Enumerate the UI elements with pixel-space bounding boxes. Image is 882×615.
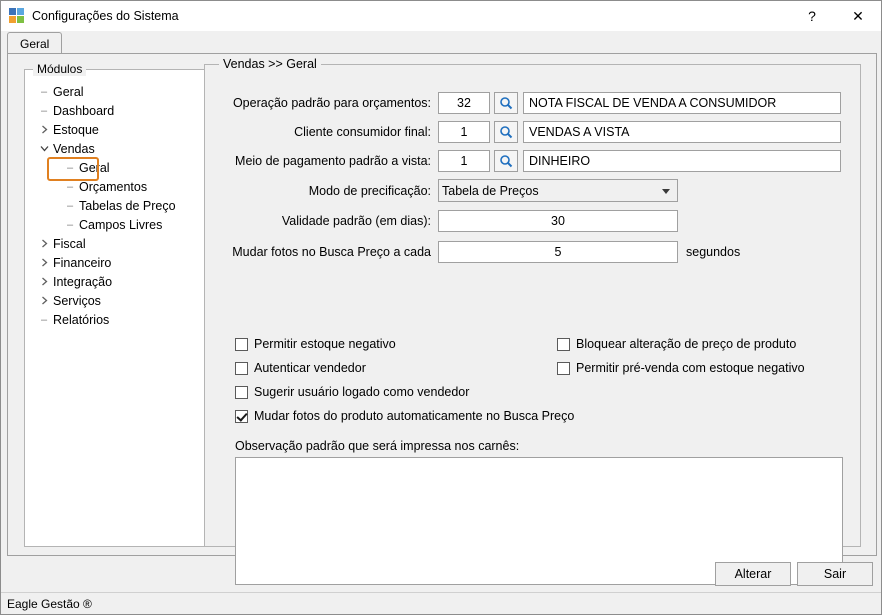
tree-dash-icon: – (40, 104, 48, 117)
window-controls (789, 1, 881, 31)
magnifier-icon[interactable] (494, 121, 518, 143)
checkbox-bloquear-alteracao-preco[interactable] (557, 337, 796, 351)
chevron-right-icon[interactable] (37, 272, 51, 291)
cliente-label: Cliente consumidor final: (294, 125, 431, 139)
operacao-code-input[interactable] (438, 92, 490, 114)
title-bar (1, 1, 881, 31)
tree-item-label: Vendas (53, 141, 95, 156)
tree-item-geral[interactable] (25, 82, 213, 101)
help-button[interactable]: ? (789, 1, 835, 31)
chevron-right-icon[interactable] (37, 253, 51, 272)
tree-item-label: Geral (79, 160, 110, 175)
status-text: Eagle Gestão ® (7, 596, 92, 611)
breadcrumb: Vendas >> Geral (219, 57, 321, 71)
tree-item-label: Tabelas de Preço (79, 198, 176, 213)
tree-item-servicos[interactable] (25, 291, 213, 310)
tree-item-label: Geral (53, 84, 84, 99)
fotos-unit-label: segundos (686, 245, 741, 259)
precificacao-label: Modo de precificação: (308, 183, 431, 198)
tree-item-label: Serviços (53, 293, 101, 308)
operacao-description-input[interactable] (523, 92, 841, 114)
field-mudar-fotos-intervalo (205, 241, 845, 263)
tree-item-vendas-geral[interactable] (25, 158, 213, 177)
validade-input[interactable] (438, 210, 678, 232)
field-meio-pagamento (205, 150, 845, 172)
checkbox-box[interactable] (557, 362, 570, 375)
tree-dash-icon: – (66, 218, 74, 231)
field-modo-precificacao (205, 179, 845, 202)
checkbox-label: Permitir pré-venda com estoque negativo (576, 361, 805, 375)
tree-item-campos-livres[interactable] (25, 215, 213, 234)
fotos-label: Mudar fotos no Busca Preço a cada (232, 245, 431, 259)
pagamento-code-input[interactable] (438, 150, 490, 172)
checkbox-permitir-estoque-negativo[interactable] (235, 337, 396, 351)
status-bar (1, 592, 881, 614)
tree-item-orcamentos[interactable] (25, 177, 213, 196)
tree-item-fiscal[interactable] (25, 234, 213, 253)
magnifier-icon[interactable] (494, 150, 518, 172)
checkbox-label: Bloquear alteração de preço de produto (576, 337, 797, 351)
checkbox-box[interactable] (235, 362, 248, 375)
tree-dash-icon: – (40, 313, 48, 326)
tree-item-label: Campos Livres (79, 217, 163, 232)
checkbox-box[interactable] (235, 410, 248, 423)
tree-item-label: Financeiro (53, 255, 112, 270)
chevron-right-icon[interactable] (37, 291, 51, 310)
fotos-intervalo-input[interactable] (438, 241, 678, 263)
modules-group (24, 62, 214, 547)
window-title: Configurações do Sistema (32, 9, 179, 23)
chevron-down-icon[interactable] (37, 139, 51, 158)
tree-item-dashboard[interactable] (25, 101, 213, 120)
checkbox-box[interactable] (235, 386, 248, 399)
checkbox-label: Sugerir usuário logado como vendedor (254, 385, 470, 399)
tree-dash-icon: – (66, 161, 74, 174)
pagamento-description-input[interactable] (523, 150, 841, 172)
tree-item-tabelas-de-preco[interactable] (25, 196, 213, 215)
tab-panel (7, 53, 877, 556)
tree-dash-icon: – (40, 85, 48, 98)
tree-dash-icon: – (66, 180, 74, 193)
chevron-right-icon[interactable] (37, 120, 51, 139)
cliente-code-input[interactable] (438, 121, 490, 143)
field-operacao-padrao (205, 92, 845, 114)
chevron-right-icon[interactable] (37, 234, 51, 253)
tree-item-financeiro[interactable] (25, 253, 213, 272)
tab-geral[interactable]: Geral (7, 32, 62, 54)
tree-item-integracao[interactable] (25, 272, 213, 291)
checkbox-permitir-prevenda-estoque-negativo[interactable] (557, 361, 805, 375)
checkbox-label: Mudar fotos do produto automaticamente no Busca Preço (254, 409, 575, 423)
checkbox-label: Permitir estoque negativo (254, 337, 396, 351)
validade-label: Validade padrão (em dias): (281, 214, 431, 228)
tree-item-label: Relatórios (53, 312, 110, 327)
checkbox-label: Autenticar vendedor (254, 361, 366, 375)
field-validade-padrao (205, 210, 845, 232)
close-button[interactable]: ✕ (835, 1, 881, 31)
sair-button[interactable]: Sair (797, 562, 873, 586)
tree-dash-icon: – (66, 199, 74, 212)
checkbox-mudar-fotos-automaticamente[interactable] (235, 409, 574, 423)
tab-strip (7, 32, 877, 54)
precificacao-select[interactable] (438, 179, 678, 202)
checkbox-autenticar-vendedor[interactable] (235, 361, 366, 375)
content-group (204, 57, 861, 547)
tree-item-relatorios[interactable] (25, 310, 213, 329)
modules-tree[interactable] (25, 82, 213, 329)
tree-item-vendas[interactable] (25, 139, 213, 158)
modules-legend: Módulos (33, 62, 86, 76)
observacao-label: Observação padrão que será impressa nos carnês: (235, 439, 520, 453)
checkbox-box[interactable] (235, 338, 248, 351)
magnifier-icon[interactable] (494, 92, 518, 114)
tree-item-label: Integração (53, 274, 113, 289)
checkbox-box[interactable] (557, 338, 570, 351)
tree-item-label: Dashboard (53, 103, 115, 118)
tree-item-label: Orçamentos (79, 179, 148, 194)
operacao-label: Operação padrão para orçamentos: (232, 96, 431, 110)
pagamento-label: Meio de pagamento padrão a vista: (235, 154, 431, 168)
checkbox-sugerir-usuario-logado[interactable] (235, 385, 469, 399)
tree-item-label: Estoque (53, 122, 99, 137)
app-icon (9, 8, 25, 24)
tree-item-estoque[interactable] (25, 120, 213, 139)
tree-item-label: Fiscal (53, 236, 86, 251)
cliente-description-input[interactable] (523, 121, 841, 143)
alterar-button[interactable]: Alterar (715, 562, 791, 586)
field-cliente-consumidor (205, 121, 845, 143)
